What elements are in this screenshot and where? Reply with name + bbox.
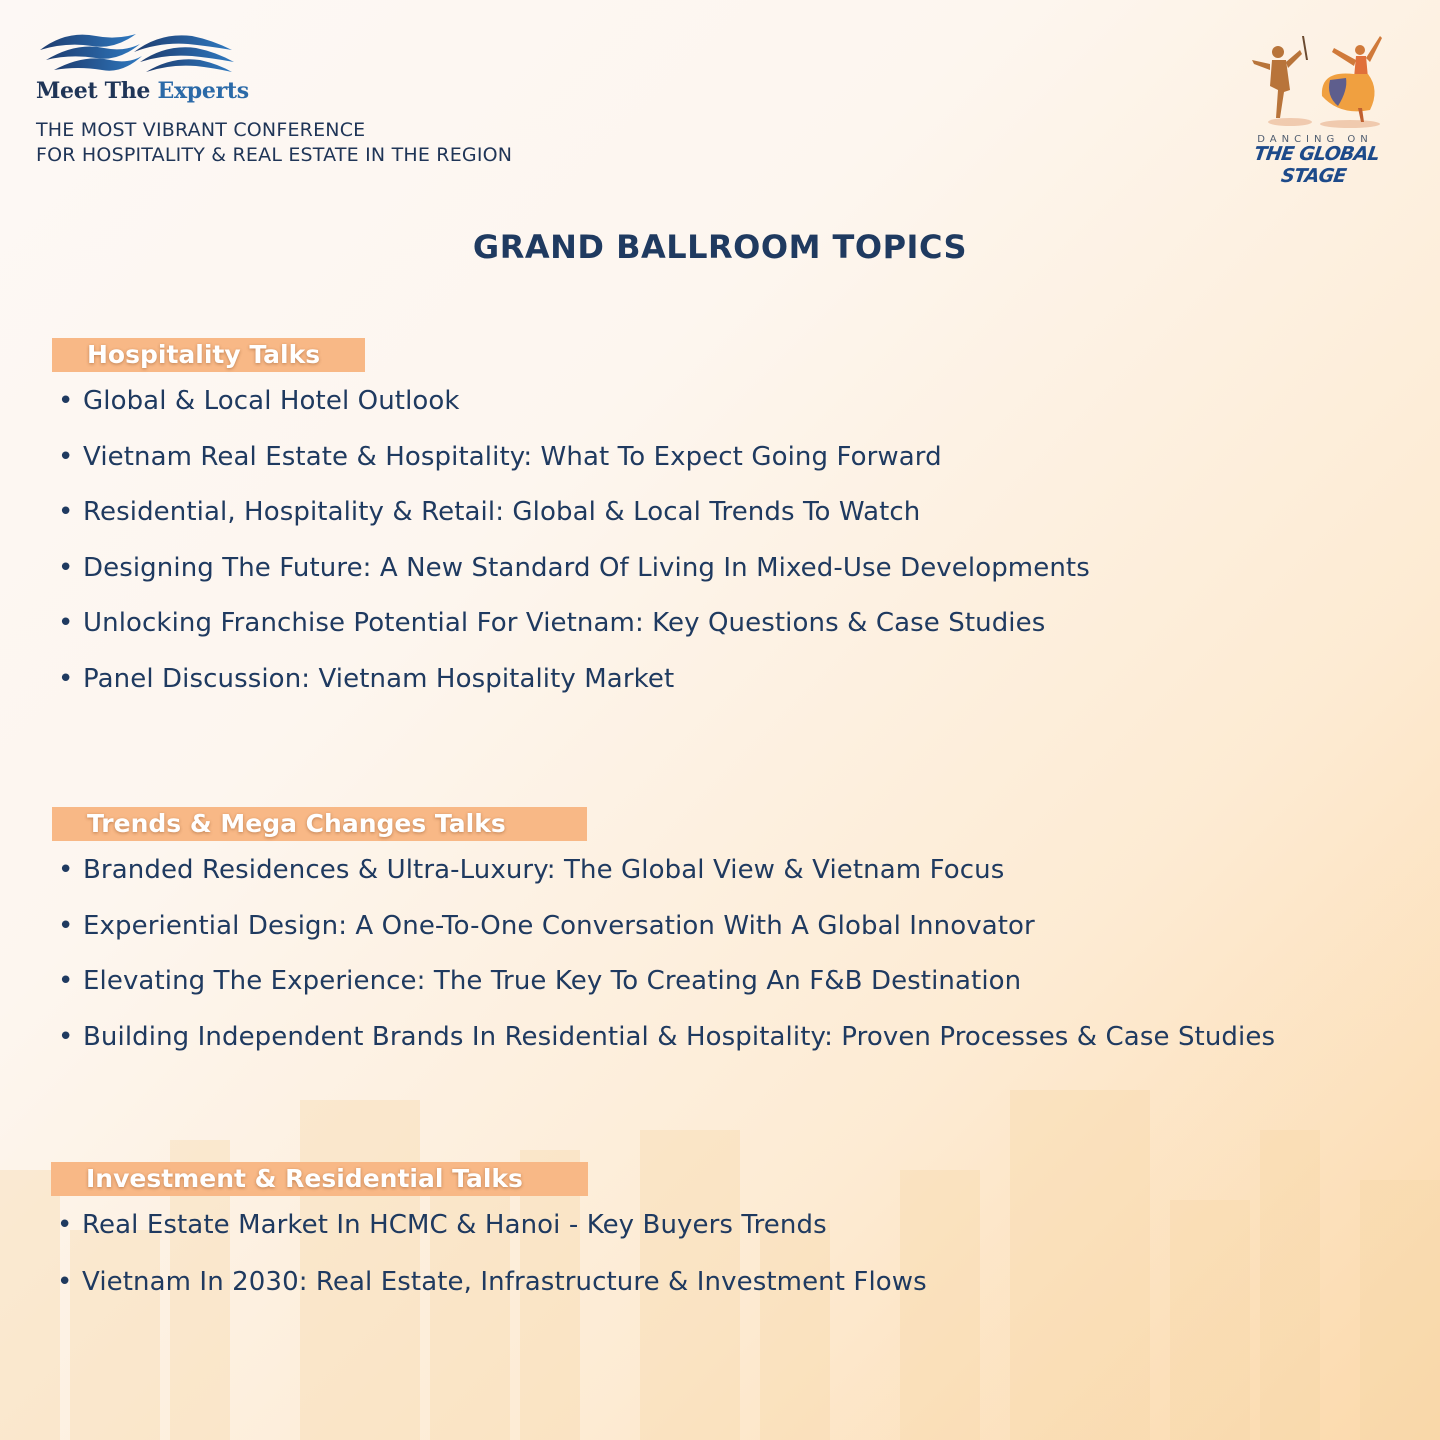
section-investment-residential-talks [51,1162,927,1324]
waves-logo-icon [36,30,236,78]
topic-item: • Panel Discussion: Vietnam Hospitality Market [52,664,1090,720]
topic-list [51,1210,927,1324]
section-label: Hospitality Talks [52,338,365,372]
topic-item: • Vietnam Real Estate & Hospitality: What To Expect Going Forward [52,442,1090,498]
tagline-line2: FOR HOSPITALITY & REAL ESTATE IN THE REGION [36,144,513,166]
topic-item: • Building Independent Brands In Residential & Hospitality: Proven Processes & Case Studies [52,1022,1275,1078]
tagline [36,118,512,168]
topic-item: • Designing The Future: A New Standard Of Living In Mixed-Use Developments [52,553,1090,609]
dancing-global-stage-logo [1230,30,1400,187]
section-trends-mega-changes-talks [52,807,1275,1077]
brand-name-part1: Meet The [36,78,151,104]
brand-name-part2: Experts [157,78,249,104]
event-subtitle: DANCING ON [1257,134,1373,145]
page-title: GRAND BALLROOM TOPICS [472,228,968,266]
topic-list [52,855,1275,1077]
meet-the-experts-logo [36,30,249,104]
section-label: Trends & Mega Changes Talks [52,807,587,841]
topic-list [52,386,1090,719]
topic-item: • Branded Residences & Ultra-Luxury: The Global View & Vietnam Focus [52,855,1275,911]
topic-item: • Elevating The Experience: The True Key To Creating An F&B Destination [52,966,1275,1022]
section-hospitality-talks [52,338,1090,719]
topic-item: • Experiential Design: A One-To-One Conversation With A Global Innovator [52,911,1275,967]
dancers-icon [1230,30,1400,130]
topic-item: • Vietnam In 2030: Real Estate, Infrastructure & Investment Flows [51,1267,927,1324]
event-title: THE GLOBAL STAGE [1252,143,1381,187]
topic-item: • Unlocking Franchise Potential For Vietnam: Key Questions & Case Studies [52,608,1090,664]
topic-item: • Real Estate Market In HCMC & Hanoi - Key Buyers Trends [51,1210,927,1267]
topic-item: • Global & Local Hotel Outlook [52,386,1090,442]
topic-item: • Residential, Hospitality & Retail: Global & Local Trends To Watch [52,497,1090,553]
tagline-line1: THE MOST VIBRANT CONFERENCE [36,119,366,141]
section-label: Investment & Residential Talks [51,1162,588,1196]
brand-name [36,78,249,104]
